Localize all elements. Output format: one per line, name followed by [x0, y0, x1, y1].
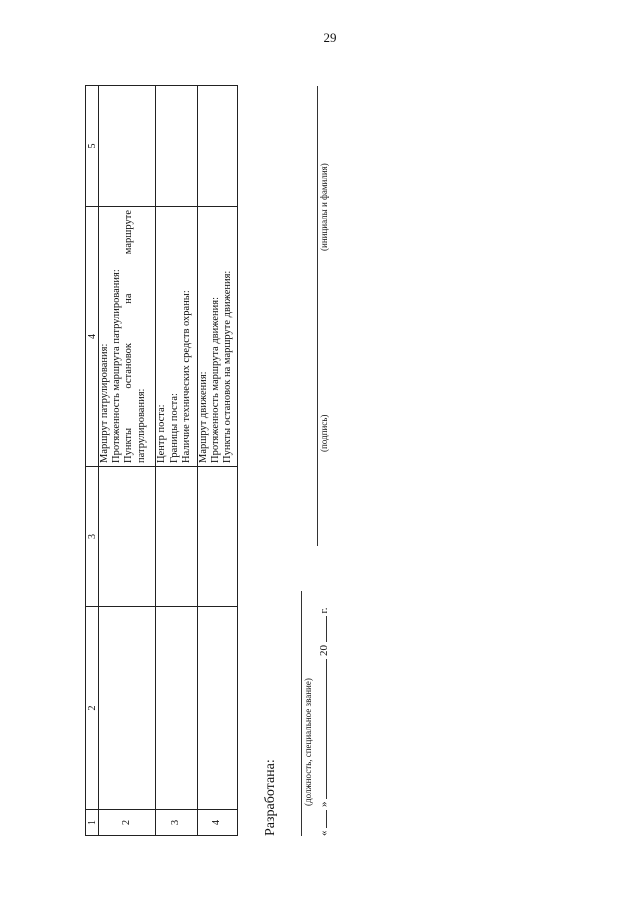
table-header-cell: 3 [86, 467, 99, 607]
month-blank [326, 659, 327, 799]
description-line: Пункты остановок на маршруте [123, 210, 135, 463]
description-line: Протяженность маршрута движения: [209, 296, 221, 463]
signature-line [317, 306, 318, 546]
empty-cell [156, 86, 197, 207]
row-description [99, 207, 156, 467]
initials-line [317, 86, 318, 306]
table-header-cell: 4 [86, 207, 99, 467]
table-row [156, 86, 197, 836]
table-row [197, 86, 237, 836]
row-number: 3 [156, 810, 197, 836]
year-prefix: 20 [318, 645, 330, 656]
empty-cell [99, 607, 156, 810]
day-blank [326, 810, 327, 828]
description-line: Маршрут патрулирования: [99, 343, 111, 463]
date-open-quote: « [318, 830, 330, 836]
table-header-cell: 5 [86, 86, 99, 207]
description-line: Границы поста: [168, 393, 180, 463]
empty-cell [99, 86, 156, 207]
position-caption: (должность, специальное звание) [303, 678, 313, 806]
description-line: Центр поста: [156, 404, 168, 463]
date-close-quote: » [318, 801, 330, 807]
description-line: Маршрут движения: [197, 371, 209, 463]
position-line [301, 591, 302, 836]
data-table [85, 85, 238, 836]
developed-by-title: Разработана: [263, 759, 278, 836]
row-number: 4 [197, 810, 237, 836]
row-description [197, 207, 237, 467]
table-row [99, 86, 156, 836]
year-blank [326, 616, 327, 642]
year-suffix: г. [318, 607, 330, 614]
page-number: 29 [323, 30, 337, 45]
empty-cell [197, 467, 237, 607]
description-line: Протяженность маршрута патрулирования: [111, 269, 123, 463]
row-description [156, 207, 197, 467]
empty-cell [99, 467, 156, 607]
empty-cell [197, 607, 237, 810]
description-line: Наличие технических средств охраны: [180, 290, 192, 463]
table-header-cell: 2 [86, 607, 99, 810]
table-header-cell: 1 [86, 810, 99, 836]
empty-cell [156, 467, 197, 607]
signature-caption: (подпись) [319, 414, 329, 452]
description-line: Пункты остановок на маршруте движения: [222, 270, 234, 463]
empty-cell [156, 607, 197, 810]
date-row [318, 607, 330, 836]
description-line: патрулирования: [135, 388, 147, 463]
row-number: 2 [99, 810, 156, 836]
rotated-content [85, 76, 445, 836]
empty-cell [197, 86, 237, 207]
initials-caption: (инициалы и фамилия) [319, 163, 329, 251]
table-header-row [86, 86, 99, 836]
